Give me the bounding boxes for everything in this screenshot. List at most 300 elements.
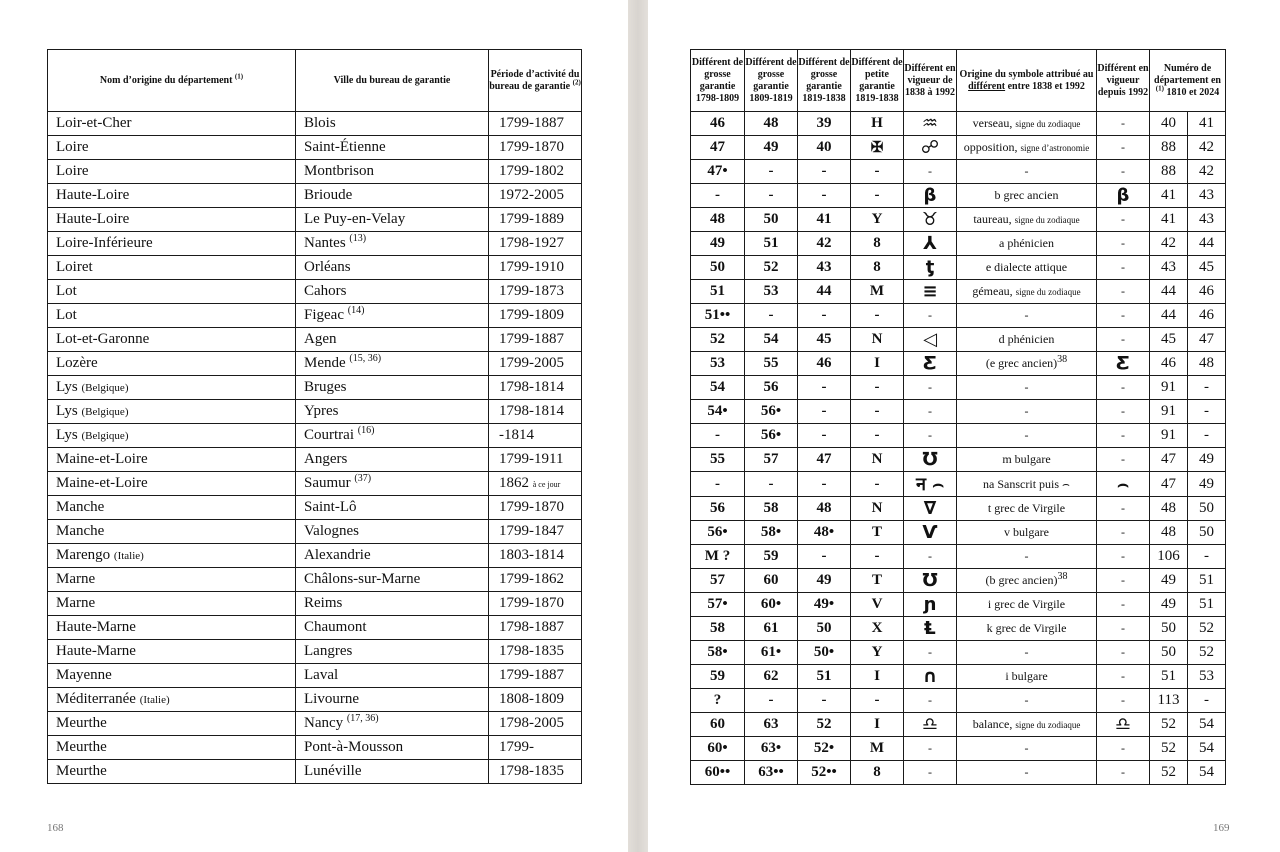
symbol-1992-cell [1097,593,1150,617]
office-city: Agen [304,331,337,347]
grosse-1809-cell-value: 63•• [758,764,784,780]
dept-number-1810: 113 [1157,692,1180,708]
symbol-1992-cell [1097,521,1150,545]
activity-period-cell [489,496,582,520]
table-row [48,664,582,688]
grosse-1809-cell [745,641,798,665]
office-city: Le Puy-en-Velay [304,211,406,227]
grosse-1798-cell-value: 60• [707,740,728,756]
dept-number-2024-cell [1188,328,1226,352]
hallmark-symbol-icon: न ⌢ [915,474,945,495]
grosse-1819-cell [798,208,851,232]
activity-period-cell [489,592,582,616]
symbol-origin: v bulgare [1004,525,1049,539]
symbol-origin-cell [957,352,1097,376]
office-city: Valognes [304,523,359,539]
symbol-origin: - [1024,741,1029,755]
dept-number-1810-cell [1150,593,1188,617]
table-row [691,521,1226,545]
department-name: Lot-et-Garonne [56,331,150,347]
dept-number-1810-cell [1150,713,1188,737]
table-row [691,304,1226,328]
footnote-ref: (13) [349,233,367,244]
activity-period: 1798-1927 [499,235,564,251]
symbol-1838-cell [904,737,957,761]
grosse-1798-cell-value: 47 [710,139,725,155]
grosse-1819-cell [798,448,851,472]
grosse-1819-cell-value: 49• [813,596,835,612]
grosse-1819-cell [798,761,851,785]
grosse-1819-cell-value: 46 [816,355,832,371]
grosse-1819-cell [798,497,851,521]
office-city: Blois [304,115,336,131]
department-name-cell [48,376,296,400]
petite-1819-cell-value: N [871,500,883,516]
petite-1819-cell [851,232,904,256]
dept-number-1810-cell [1150,424,1188,448]
office-city: Orléans [304,259,351,275]
grosse-1809-cell [745,713,798,737]
grosse-1798-cell-value: 50 [710,259,725,275]
header-grosse-1798: Différent de grosse garantie 1798-1809 [691,50,745,112]
department-name: Lys [56,427,78,443]
grosse-1798-cell-value: 51 [710,283,725,299]
office-city: Figeac [304,307,344,323]
grosse-1809-cell [745,472,798,497]
department-name-cell [48,712,296,736]
activity-period: 1799-1809 [499,307,564,323]
table-row [691,761,1226,785]
symbol-1838-cell [904,256,957,280]
hallmarks-table-body [691,112,1226,785]
dept-number-1810: 91 [1161,379,1176,395]
petite-1819-cell [851,256,904,280]
header-petite-1819: Différent de petite garantie 1819-1838 [851,50,904,112]
office-city-cell [296,736,489,760]
petite-1819-cell-value: T [871,572,882,588]
activity-period-cell [489,280,582,304]
table-row [48,304,582,328]
symbol-1992-cell [1097,472,1150,497]
department-name: Manche [56,499,105,515]
symbol-1992-cell [1097,689,1150,713]
grosse-1809-cell-value: 51 [763,235,779,251]
petite-1819-cell-value: I [874,716,880,732]
grosse-1798-cell [691,448,745,472]
empty-value: - [928,645,932,659]
activity-period-cell [489,568,582,592]
activity-period: 1798-1887 [499,619,564,635]
activity-period: 1799-1873 [499,283,564,299]
grosse-1819-cell [798,545,851,569]
activity-period: 1808-1809 [499,691,564,707]
office-city: Saumur [304,475,351,491]
grosse-1798-cell-value: 56• [707,524,728,540]
dept-number-2024: 49 [1199,475,1214,492]
grosse-1819-cell [798,112,851,136]
table-row [48,688,582,712]
symbol-1838-cell [904,521,957,545]
grosse-1798-cell-value: 60 [710,716,725,732]
office-city: Châlons-sur-Marne [304,571,421,587]
office-city-cell [296,664,489,688]
department-name-cell [48,640,296,664]
dept-number-1810-cell [1150,208,1188,232]
grosse-1819-cell-value: 44 [816,283,832,299]
header-activity-period: Période d’activité du bureau de garantie $^{(2)}$ [489,50,582,112]
activity-period: 1799-1887 [499,667,564,683]
table-row [48,112,582,136]
grosse-1798-cell-value: 55 [710,451,725,467]
activity-period: 1799-1887 [499,115,564,131]
grosse-1819-cell [798,160,851,184]
table-row [48,760,582,784]
symbol-origin-cell [957,232,1097,256]
grosse-1798-cell-value: 48 [710,211,725,227]
grosse-1809-cell [745,184,798,208]
activity-period: 1799-1910 [499,259,564,275]
dept-number-1810-cell [1150,304,1188,328]
grosse-1809-cell-value: 53 [763,283,779,299]
dept-number-1810: 45 [1161,331,1176,347]
empty-value: - [928,765,932,779]
symbol-category: signe d’astronomie [1020,143,1090,153]
petite-1819-cell-value: - [874,163,880,179]
grosse-1798-cell [691,136,745,160]
department-name: Loiret [56,259,93,275]
petite-1819-cell-value: N [871,331,883,347]
symbol-category: signe du zodiaque [1015,119,1081,129]
activity-period: 1972-2005 [499,187,564,203]
grosse-1798-cell [691,665,745,689]
symbol-origin-cell [957,280,1097,304]
dept-number-2024-cell [1188,761,1226,785]
department-name: Marne [56,595,96,611]
grosse-1809-cell-value: 49 [763,139,779,155]
petite-1819-cell [851,304,904,328]
hallmark-symbol-icon: Ⱡ [924,618,936,639]
book-gutter [628,0,648,852]
empty-value: - [928,549,932,563]
hallmark-symbol-icon: ∇ [923,498,937,519]
department-name-cell [48,256,296,280]
symbol-origin: - [1024,404,1029,418]
dept-number-1810-cell [1150,352,1188,376]
office-city: Reims [304,595,343,611]
symbol-origin-cell [957,424,1097,448]
petite-1819-cell [851,593,904,617]
petite-1819-cell [851,328,904,352]
office-city-cell [296,520,489,544]
department-name: Loire-Inférieure [56,235,153,251]
header-department-number: Numéro de département en $^{(1)}$ 1810 et 2024 [1150,50,1226,112]
empty-value: - [1121,260,1125,274]
dept-number-2024-cell [1188,569,1226,593]
department-name-cell [48,472,296,496]
symbol-origin-cell [957,400,1097,424]
grosse-1819-cell [798,424,851,448]
grosse-1798-cell [691,569,745,593]
grosse-1798-cell [691,593,745,617]
dept-number-2024: 45 [1199,259,1214,275]
office-city-cell [296,760,489,784]
symbol-origin: b grec ancien [994,188,1059,202]
symbol-1992-cell [1097,256,1150,280]
grosse-1819-cell-value: 51 [816,668,832,684]
footnote-ref: (17, 36) [346,713,379,724]
office-city: Saint-Lô [304,499,357,515]
table-row [691,256,1226,280]
grosse-1798-cell-value: 57• [707,596,728,612]
dept-number-2024-cell [1188,472,1226,497]
office-city: Pont-à-Mousson [304,739,404,755]
symbol-origin: t grec de Virgile [987,501,1066,515]
symbol-origin-cell [957,641,1097,665]
dept-number-1810-cell [1150,160,1188,184]
dept-number-1810: 52 [1161,764,1176,780]
activity-period: 1798-1835 [499,643,564,659]
activity-period-cell [489,184,582,208]
grosse-1819-cell [798,665,851,689]
dept-number-2024: 54 [1199,716,1214,732]
grosse-1809-cell-value: 61• [760,644,782,660]
department-name-cell [48,136,296,160]
empty-value: - [1121,404,1125,418]
department-country: (Belgique) [81,406,129,418]
grosse-1809-cell-value: 56 [763,379,779,395]
symbol-origin-cell [957,160,1097,184]
hallmark-symbol-icon: β [1116,185,1130,206]
empty-value: - [1121,525,1125,539]
grosse-1819-cell-value: 48 [816,500,832,516]
office-city: Livourne [304,691,359,707]
activity-period-cell [489,544,582,568]
dept-number-2024-cell [1188,689,1226,713]
grosse-1819-cell-value: - [821,548,827,564]
grosse-1809-cell [745,689,798,713]
grosse-1798-cell-value: 58• [707,644,728,660]
hallmark-symbol-icon: Ѵ [922,522,938,543]
symbol-origin-cell [957,304,1097,328]
symbol-origin-cell [957,737,1097,761]
petite-1819-cell-value: X [871,620,883,636]
office-city-cell [296,544,489,568]
office-city-cell [296,280,489,304]
dept-number-2024: - [1204,379,1209,395]
activity-period-cell [489,424,582,448]
grosse-1809-cell-value: 62 [763,668,779,684]
symbol-origin: verseau, [972,116,1013,130]
dept-number-1810-cell [1150,112,1188,136]
activity-period-cell [489,640,582,664]
petite-1819-cell [851,689,904,713]
office-city-cell [296,256,489,280]
hallmark-symbol-icon: ⅄ [923,233,937,254]
empty-value: - [1121,332,1125,346]
symbol-1838-cell [904,208,957,232]
symbol-1992-cell [1097,448,1150,472]
department-name-cell [48,184,296,208]
grosse-1798-cell [691,376,745,400]
department-name: Maine-et-Loire [56,451,148,467]
office-city: Montbrison [304,163,375,179]
empty-value: - [1121,284,1125,298]
table-row [48,520,582,544]
department-name: Haute-Marne [56,643,136,659]
right-page [648,0,1280,852]
petite-1819-cell-value: ✠ [870,140,884,156]
hallmark-symbol-icon: ɲ [923,594,937,615]
symbol-1838-cell [904,641,957,665]
dept-number-1810: 49 [1161,596,1176,612]
grosse-1809-cell [745,448,798,472]
table-row [691,569,1226,593]
dept-number-2024: - [1204,403,1209,419]
dept-number-1810-cell [1150,737,1188,761]
dept-number-2024: 49 [1199,451,1214,467]
activity-period: 1799-1911 [499,451,564,467]
petite-1819-cell [851,472,904,497]
petite-1819-cell-value: H [871,115,883,131]
department-name-cell [48,352,296,376]
office-city-cell [296,208,489,232]
department-name-cell [48,496,296,520]
department-name: Loir-et-Cher [56,115,132,131]
activity-period-cell [489,472,582,496]
office-city: Alexandrie [304,547,371,563]
grosse-1798-cell-value: 53 [710,355,725,371]
grosse-1819-cell-value: 40 [816,139,832,155]
department-name-cell [48,448,296,472]
grosse-1798-cell [691,472,745,497]
symbol-origin: balance, [972,717,1013,731]
empty-value: - [1121,741,1125,755]
activity-period: 1799-1889 [499,211,564,227]
symbol-1838-cell [904,352,957,376]
grosse-1798-cell-value: - [715,187,720,203]
grosse-1809-cell-value: 54 [763,331,779,347]
hallmark-symbol-icon: ♒ [921,113,939,134]
grosse-1819-cell-value: 50 [816,620,832,636]
grosse-1809-cell [745,737,798,761]
symbol-1838-cell [904,136,957,160]
empty-value: - [1121,236,1125,250]
header-office-city: Ville du bureau de garantie [296,50,489,112]
symbol-origin: - [1024,428,1029,442]
department-name: Lot [56,307,77,323]
dept-number-2024: - [1204,548,1209,564]
grosse-1798-cell [691,521,745,545]
dept-number-2024-cell [1188,304,1226,328]
dept-number-1810-cell [1150,665,1188,689]
empty-value: - [1121,116,1125,130]
activity-period: 1799-1847 [499,523,564,539]
grosse-1809-cell-value: 60• [760,596,782,612]
grosse-1809-cell-value: - [768,692,774,708]
symbol-1992-cell [1097,304,1150,328]
department-name-cell [48,592,296,616]
footnote-ref: 38 [1057,354,1068,365]
office-city: Angers [304,451,348,467]
dept-number-2024-cell [1188,376,1226,400]
symbol-1838-cell [904,472,957,497]
department-country: (Italie) [139,694,170,706]
activity-period-cell [489,376,582,400]
symbol-origin-cell [957,328,1097,352]
empty-value: - [1121,452,1125,466]
grosse-1798-cell-value: 57 [710,572,725,588]
petite-1819-cell-value: - [874,475,880,492]
grosse-1809-cell [745,497,798,521]
dept-number-2024: 42 [1199,163,1214,179]
grosse-1809-cell [745,521,798,545]
petite-1819-cell [851,713,904,737]
petite-1819-cell-value: - [874,187,880,203]
empty-value: - [928,693,932,707]
table-row [691,593,1226,617]
petite-1819-cell [851,448,904,472]
department-name-cell [48,760,296,784]
department-name: Mayenne [56,667,112,683]
dept-number-2024-cell [1188,545,1226,569]
activity-period: 1799-1870 [499,139,564,155]
grosse-1809-cell [745,280,798,304]
grosse-1809-cell [745,208,798,232]
dept-number-1810: 47 [1161,451,1176,467]
empty-value: - [1121,765,1125,779]
grosse-1809-cell [745,545,798,569]
grosse-1809-cell-value: - [768,475,774,492]
petite-1819-cell [851,376,904,400]
symbol-origin-cell [957,617,1097,641]
empty-value: - [1121,621,1125,635]
grosse-1819-cell [798,569,851,593]
header-symbol-origin: Origine du symbole attribué au différent entre 1838 et 1992 [957,50,1097,112]
grosse-1809-cell-value: 48 [763,115,779,131]
symbol-origin: taureau, [973,212,1012,226]
petite-1819-cell [851,497,904,521]
table-row [691,328,1226,352]
grosse-1819-cell [798,280,851,304]
symbol-origin: - [1024,693,1029,707]
dept-number-2024: 42 [1199,139,1214,155]
department-country: (Italie) [113,550,144,562]
grosse-1819-cell-value: 52• [813,740,835,756]
hallmark-symbol-icon: Ƹ [923,353,937,374]
activity-period: 1799- [499,739,534,755]
petite-1819-cell-value: N [871,451,883,467]
grosse-1798-cell-value: - [715,475,720,492]
empty-value: - [1121,380,1125,394]
department-name-cell [48,232,296,256]
grosse-1819-cell [798,184,851,208]
symbol-category: signe du zodiaque [1015,720,1081,730]
petite-1819-cell [851,160,904,184]
grosse-1809-cell-value: - [768,163,774,179]
hallmark-symbol-icon: β [923,185,937,206]
grosse-1819-cell-value: 49 [816,572,832,588]
department-name: Manche [56,523,105,539]
symbol-origin: gémeau, [972,284,1013,298]
activity-period: 1799-1862 [499,571,564,587]
petite-1819-cell [851,400,904,424]
symbol-origin-cell [957,256,1097,280]
table-row [691,689,1226,713]
symbol-1992-cell [1097,352,1150,376]
grosse-1798-cell [691,424,745,448]
symbol-origin: (e grec ancien) [985,356,1058,370]
symbol-1992-cell [1097,160,1150,184]
